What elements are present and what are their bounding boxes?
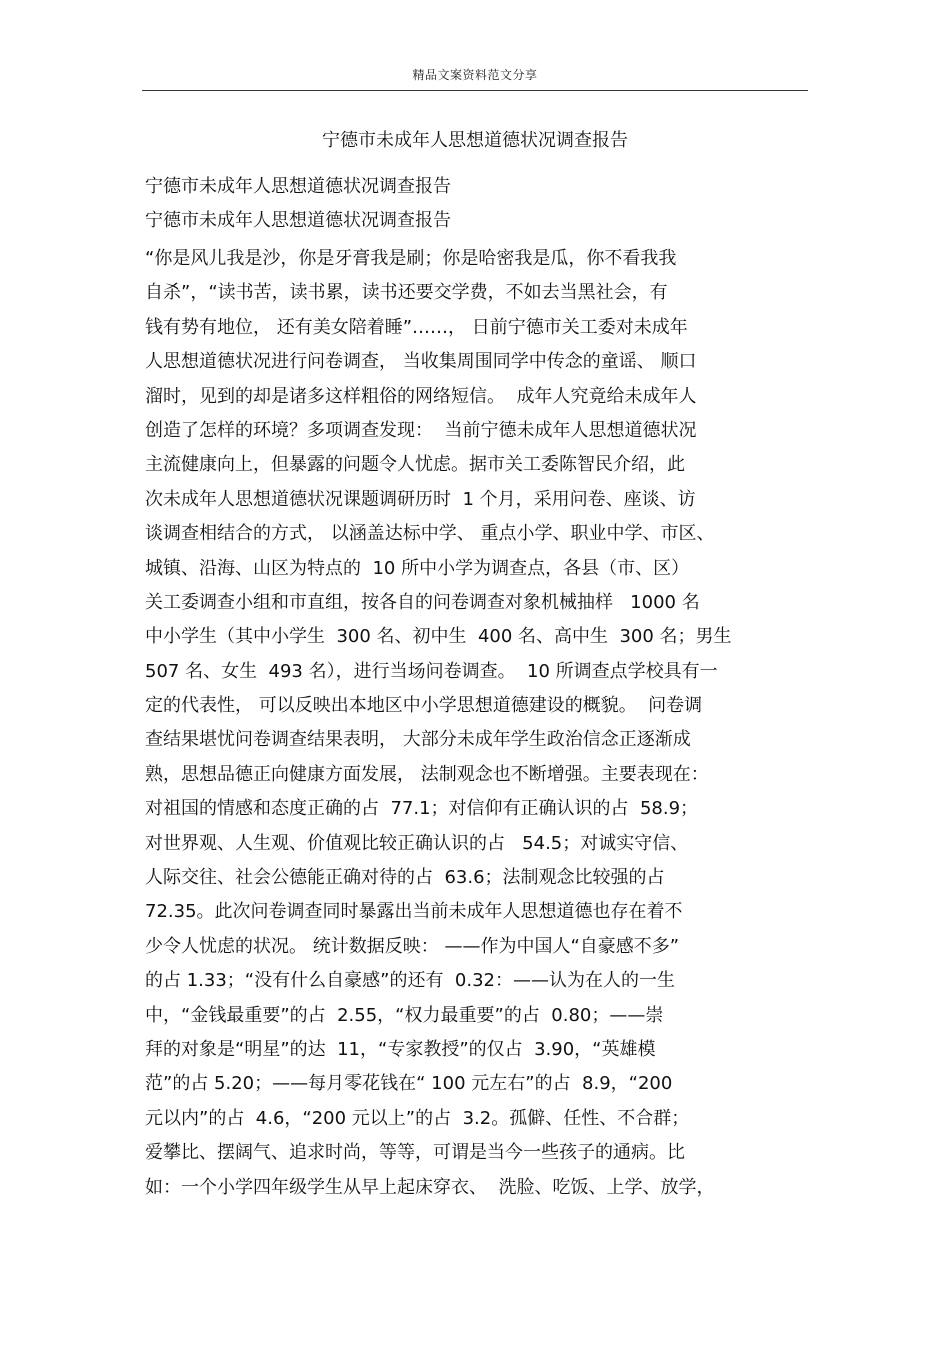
body-line: 人思想道德状况进行问卷调查， 当收集周围同学中传念的童谣、 顺口: [145, 351, 697, 373]
header-divider: [142, 90, 808, 91]
body-line: 中，“金钱最重要”的占 2.55，“权力最重要”的占 0.80；——崇: [145, 1004, 664, 1026]
body-line: 507 名、女生 493 名），进行当场问卷调查。 10 所调查点学校具有一: [145, 660, 718, 682]
body-line: 的占 1.33；“没有什么自豪感”的还有 0.32：——认为在人的一生: [145, 970, 675, 992]
body-line: 定的代表性， 可以反映出本地区中小学思想道德建设的概貌。 问卷调: [145, 695, 703, 717]
body-line: 谈调查相结合的方式， 以涵盖达标中学、 重点小学、职业中学、市区、: [145, 523, 715, 545]
document-title: 宁德市未成年人思想道德状况调查报告: [322, 130, 628, 151]
body-line: 次未成年人思想道德状况课题调研历时 1 个月，采用问卷、座谈、访: [145, 488, 696, 510]
document-subtitle-repeat: 宁德市未成年人思想道德状况调查报告: [145, 210, 451, 231]
body-paragraph: [145, 242, 815, 1205]
body-line: 中小学生（其中小学生 300 名、初中生 400 名、高中生 300 名；男生: [145, 626, 732, 648]
body-line: 熟，思想品德正向健康方面发展， 法制观念也不断增强。主要表现在：: [145, 763, 709, 785]
body-line: 城镇、沿海、山区为特点的 10 所中小学为调查点，各县（市、区）: [145, 557, 690, 579]
body-line: 人际交往、社会公德能正确对待的占 63.6；法制观念比较强的占: [145, 867, 665, 889]
body-line: 对祖国的情感和态度正确的占 77.1；对信仰有正确认识的占 58.9；: [145, 798, 699, 820]
body-line: 溜时，见到的却是诸多这样粗俗的网络短信。 成年人究竟给未成年人: [145, 385, 697, 407]
body-line: 主流健康向上，但暴露的问题令人忧虑。据市关工委陈智民介绍，此: [145, 454, 685, 476]
body-line: 元以内”的占 4.6，“200 元以上”的占 3.2。孤僻、任性、不合群；: [145, 1107, 690, 1129]
body-line: 拜的对象是“明星”的达 11，“专家教授”的仅占 3.90，“英雄模: [145, 1038, 656, 1060]
document-subtitle: 宁德市未成年人思想道德状况调查报告: [145, 176, 451, 197]
body-line: 创造了怎样的环境？多项调查发现： 当前宁德未成年人思想道德状况: [145, 419, 697, 441]
body-line: 查结果堪忧问卷调查结果表明， 大部分未成年学生政治信念正逐渐成: [145, 729, 691, 751]
body-line: 对世界观、人生观、价值观比较正确认识的占 54.5；对诚实守信、: [145, 832, 689, 854]
header-text: 精品文案资料范文分享: [412, 68, 538, 82]
body-line: 爱攀比、摆阔气、追求时尚，等等，可谓是当今一些孩子的通病。比: [145, 1142, 685, 1164]
body-line: “你是风儿我是沙，你是牙膏我是刷；你是哈密我是瓜，你不看我我: [145, 248, 677, 269]
body-line: 钱有势有地位， 还有美女陪着睡”……， 日前宁德市关工委对未成年: [145, 316, 688, 338]
body-line: 少令人忧虑的状况。 统计数据反映： ——作为中国人“自豪感不多”: [145, 935, 680, 957]
page-header: [142, 62, 808, 92]
body-line: 自杀”，“读书苦，读书累，读书还要交学费，不如去当黑社会，有: [145, 282, 668, 304]
body-line: 72.35。此次问卷调查同时暴露出当前未成年人思想道德也存在着不: [145, 901, 683, 923]
body-line: 如：一个小学四年级学生从早上起床穿衣、 洗脸、吃饭、上学、放学，: [145, 1176, 715, 1198]
body-line: 关工委调查小组和市直组，按各自的问卷调查对象机械抽样 1000 名: [145, 591, 700, 613]
body-line: 范”的占 5.20；——每月零花钱在“ 100 元左右”的占 8.9，“200: [145, 1073, 673, 1095]
